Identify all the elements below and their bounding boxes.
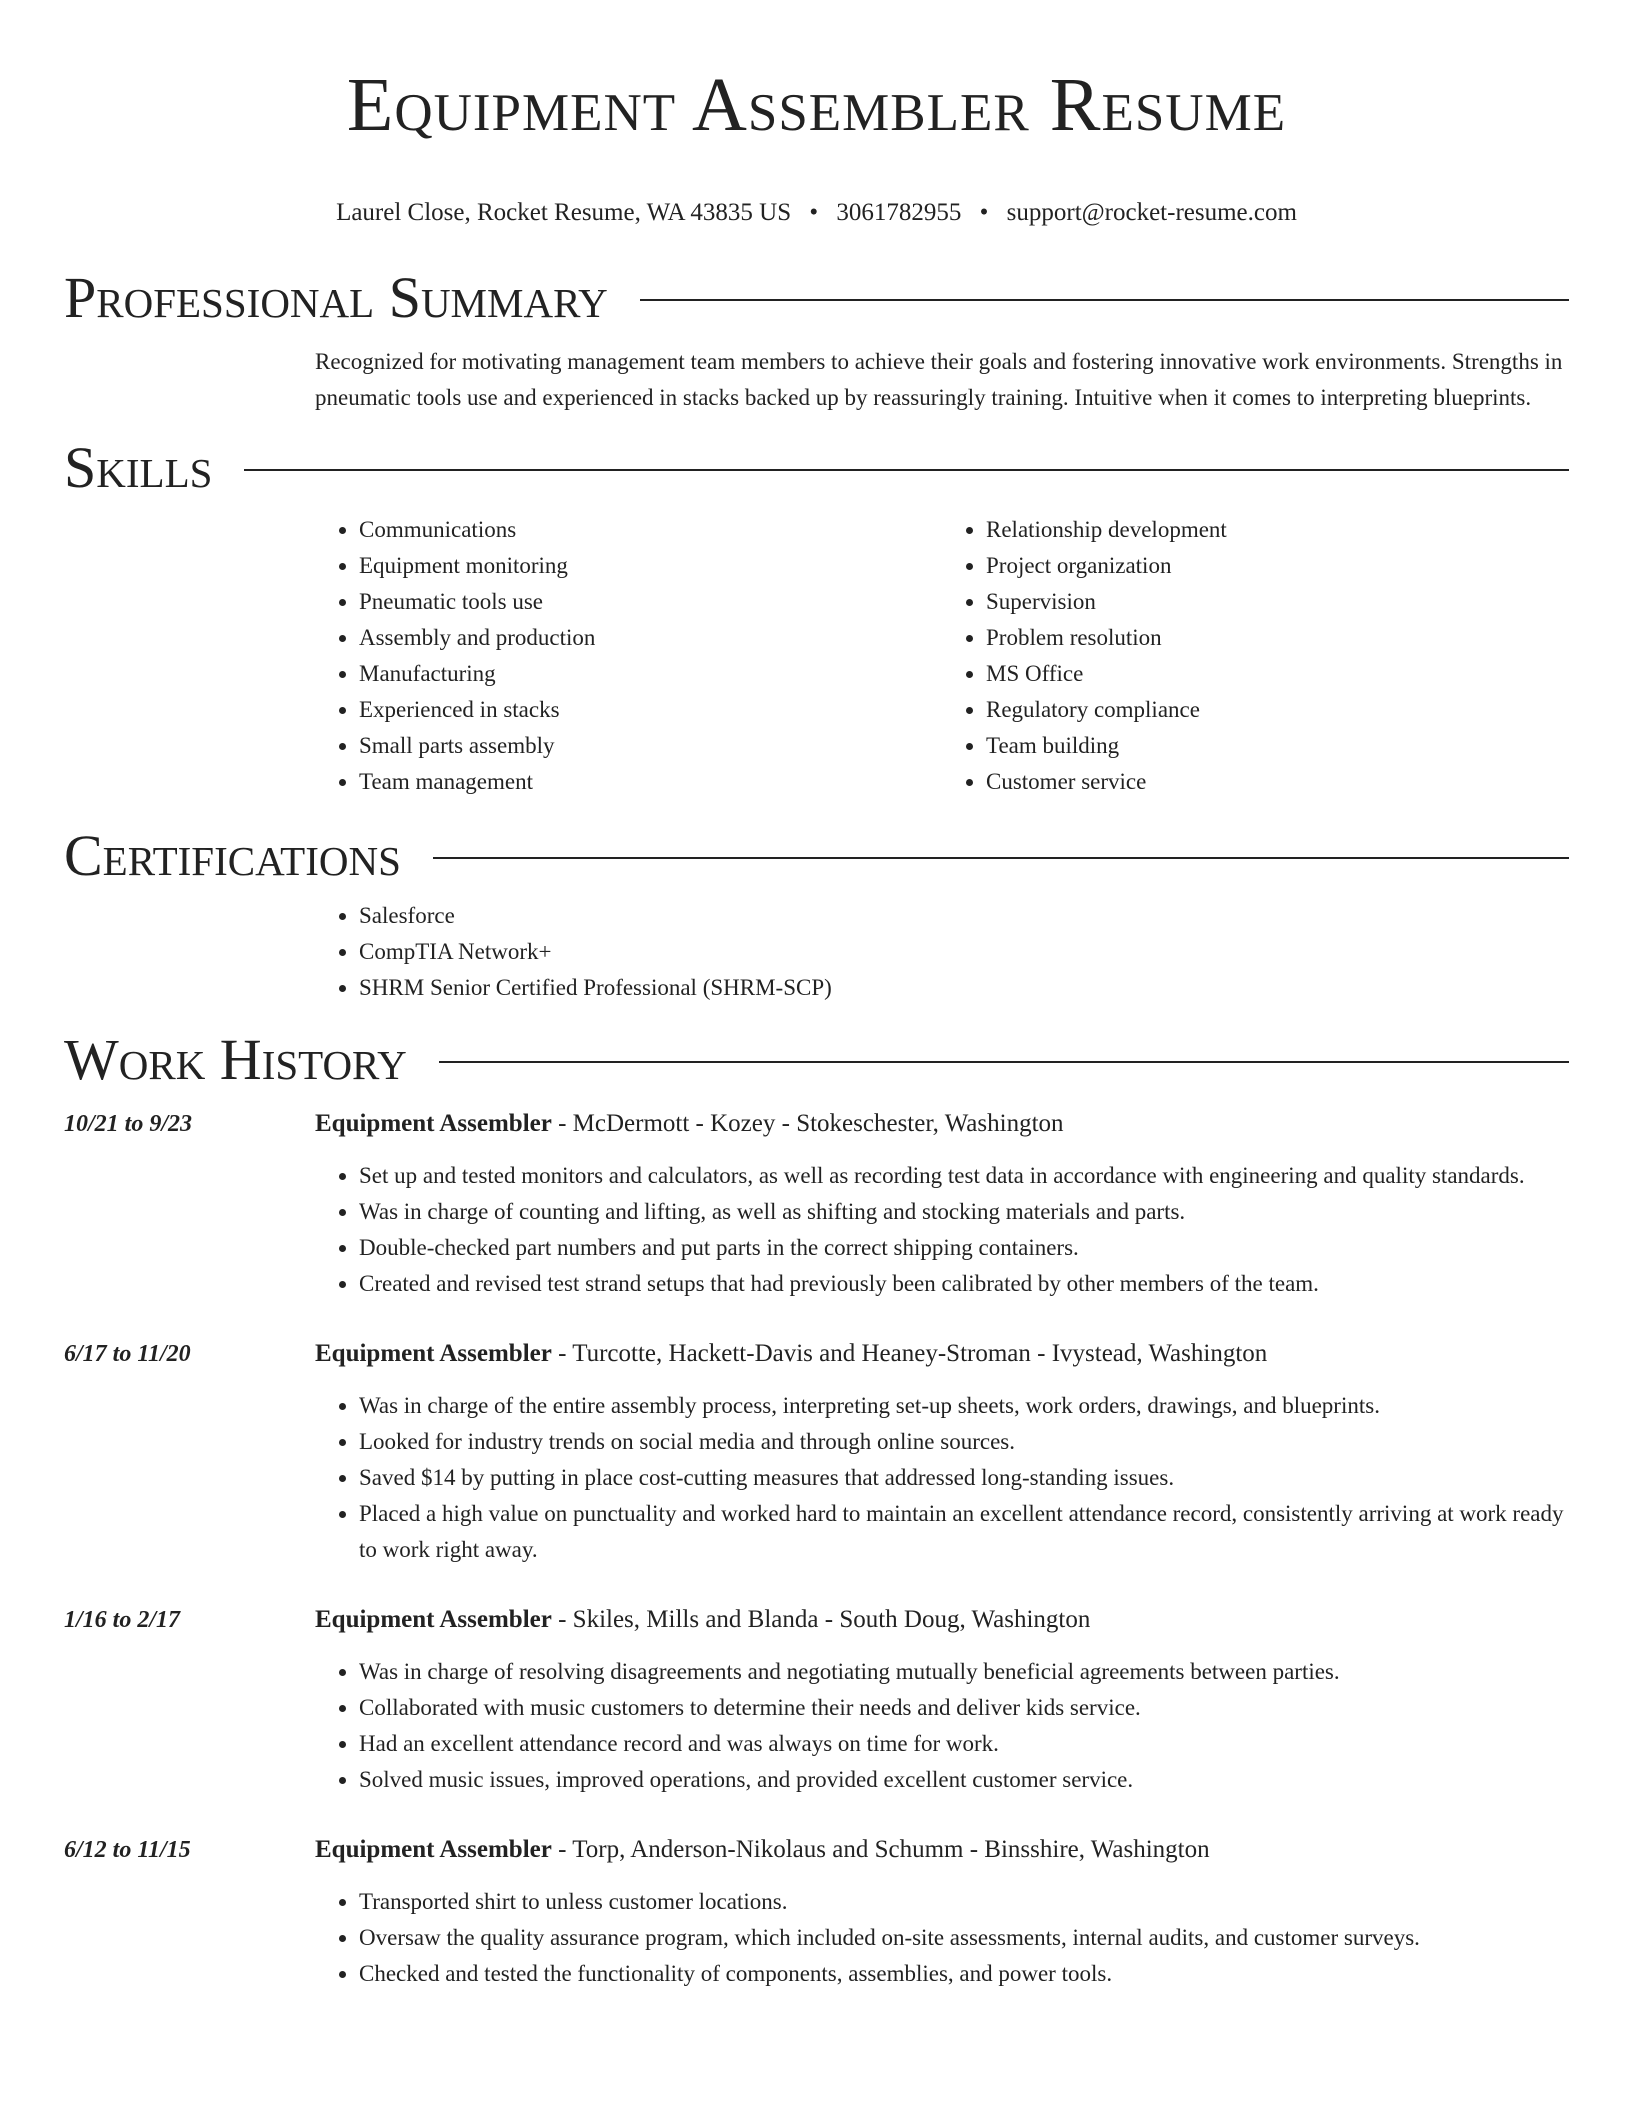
job-bullet: • Was in charge of the entire assembly process, interpreting set-up sheets, work orders, drawings, and blueprints. (359, 1388, 1569, 1424)
summary-section-header (64, 265, 1569, 331)
skill-item: • Problem resolution (986, 620, 1569, 656)
contact-email[interactable]: support@rocket-resume.com (1006, 199, 1297, 226)
job-entry (64, 1106, 1569, 1302)
job-body (315, 1832, 1569, 1992)
job-body (315, 1336, 1569, 1568)
job-employer-location: - Turcotte, Hackett-Davis and Heaney-Stroman - Ivystead, Washington (551, 1340, 1268, 1367)
job-bullet: • Double-checked part numbers and put parts in the correct shipping containers. (359, 1230, 1569, 1266)
job-title: Equipment Assembler (315, 1110, 552, 1137)
skill-item: • Experienced in stacks (359, 692, 942, 728)
section-divider (244, 469, 1569, 471)
resume-title: Equipment Assembler Resume (346, 63, 1287, 147)
job-header (315, 1106, 1569, 1142)
certification-item: • SHRM Senior Certified Professional (SHRM-SCP) (359, 970, 1569, 1006)
job-employer-location: - McDermott - Kozey - Stokeschester, Washington (551, 1110, 1064, 1137)
contact-address: Laurel Close, Rocket Resume, WA 43835 US (336, 199, 792, 226)
certifications-heading: Certifications (64, 823, 401, 888)
skills-heading: Skills (64, 435, 213, 500)
skills-section-header (64, 435, 1569, 501)
skill-item: • Project organization (986, 548, 1569, 584)
skill-item: • Communications (359, 512, 942, 548)
certifications-list (315, 898, 1569, 1006)
job-bullet: • Set up and tested monitors and calculators, as well as recording test data in accordance with engineering and quality standards. (359, 1158, 1569, 1194)
job-bullet: • Was in charge of resolving disagreements and negotiating mutually beneficial agreements between parties. (359, 1654, 1569, 1690)
work-history-heading: Work History (64, 1027, 407, 1092)
job-bullet: • Looked for industry trends on social media and through online sources. (359, 1424, 1569, 1460)
job-bullet: • Solved music issues, improved operations, and provided excellent customer service. (359, 1762, 1569, 1798)
skill-item: • Supervision (986, 584, 1569, 620)
job-title: Equipment Assembler (315, 1836, 552, 1863)
contact-phone: 3061782955 (836, 199, 962, 226)
job-dates: 1/16 to 2/17 (64, 1607, 181, 1633)
job-bullet: • Created and revised test strand setups that had previously been calibrated by other members of the team. (359, 1266, 1569, 1302)
skills-list (315, 512, 1569, 800)
resume-page (64, 0, 1569, 1992)
job-header (315, 1602, 1569, 1638)
job-title: Equipment Assembler (315, 1606, 552, 1633)
certification-item: • Salesforce (359, 898, 1569, 934)
skill-item: • Manufacturing (359, 656, 942, 692)
job-body (315, 1602, 1569, 1798)
job-dates: 10/21 to 9/23 (64, 1111, 193, 1137)
job-bullet: • Checked and tested the functionality of components, assemblies, and power tools. (359, 1956, 1569, 1992)
section-divider (640, 299, 1569, 301)
certification-item: • CompTIA Network+ (359, 934, 1569, 970)
job-bullet: • Placed a high value on punctuality and worked hard to maintain an excellent attendance record, consistently arriving at work ready to work right away. (359, 1496, 1569, 1568)
skills-column-left (315, 512, 942, 800)
summary-text: Recognized for motivating management team members to achieve their goals and fostering innovative work environments. Strengths in pneumatic tools use and experienced in stacks backed up by reassuringly training. Intuitive when it comes to interpreting blueprints. (315, 349, 1563, 410)
job-bullet: • Saved $14 by putting in place cost-cutting measures that addressed long-standing issues. (359, 1460, 1569, 1496)
skill-item: • Team management (359, 764, 942, 800)
skill-item: • Relationship development (986, 512, 1569, 548)
contact-line (64, 198, 1569, 228)
contact-separator: • (809, 199, 819, 226)
skill-item: • Team building (986, 728, 1569, 764)
certifications-section-header (64, 823, 1569, 889)
job-entry (64, 1602, 1569, 1798)
skill-item: • Equipment monitoring (359, 548, 942, 584)
skill-item: • Pneumatic tools use (359, 584, 942, 620)
job-entry (64, 1336, 1569, 1568)
section-divider (439, 1061, 1569, 1063)
skill-item: • MS Office (986, 656, 1569, 692)
job-header (315, 1832, 1569, 1868)
job-bullet: • Was in charge of counting and lifting, as well as shifting and stocking materials and parts. (359, 1194, 1569, 1230)
summary-heading: Professional Summary (64, 265, 608, 330)
job-bullet: • Oversaw the quality assurance program, which included on-site assessments, internal audits, and customer surveys. (359, 1920, 1569, 1956)
job-body (315, 1106, 1569, 1302)
work-history-section-header (64, 1027, 1569, 1093)
job-dates: 6/12 to 11/15 (64, 1837, 191, 1863)
job-bullet: • Collaborated with music customers to determine their needs and deliver kids service. (359, 1690, 1569, 1726)
job-employer-location: - Skiles, Mills and Blanda - South Doug, Washington (551, 1606, 1091, 1633)
job-title: Equipment Assembler (315, 1340, 552, 1367)
skill-item: • Customer service (986, 764, 1569, 800)
skill-item: • Assembly and production (359, 620, 942, 656)
contact-separator: • (979, 199, 989, 226)
job-employer-location: - Torp, Anderson-Nikolaus and Schumm - Binsshire, Washington (551, 1836, 1210, 1863)
job-bullet: • Transported shirt to unless customer locations. (359, 1884, 1569, 1920)
job-bullet: • Had an excellent attendance record and was always on time for work. (359, 1726, 1569, 1762)
section-divider (433, 857, 1569, 859)
job-header (315, 1336, 1569, 1372)
skill-item: • Small parts assembly (359, 728, 942, 764)
skill-item: • Regulatory compliance (986, 692, 1569, 728)
skills-column-right (942, 512, 1569, 800)
job-entry (64, 1832, 1569, 1992)
job-dates: 6/17 to 11/20 (64, 1341, 191, 1367)
